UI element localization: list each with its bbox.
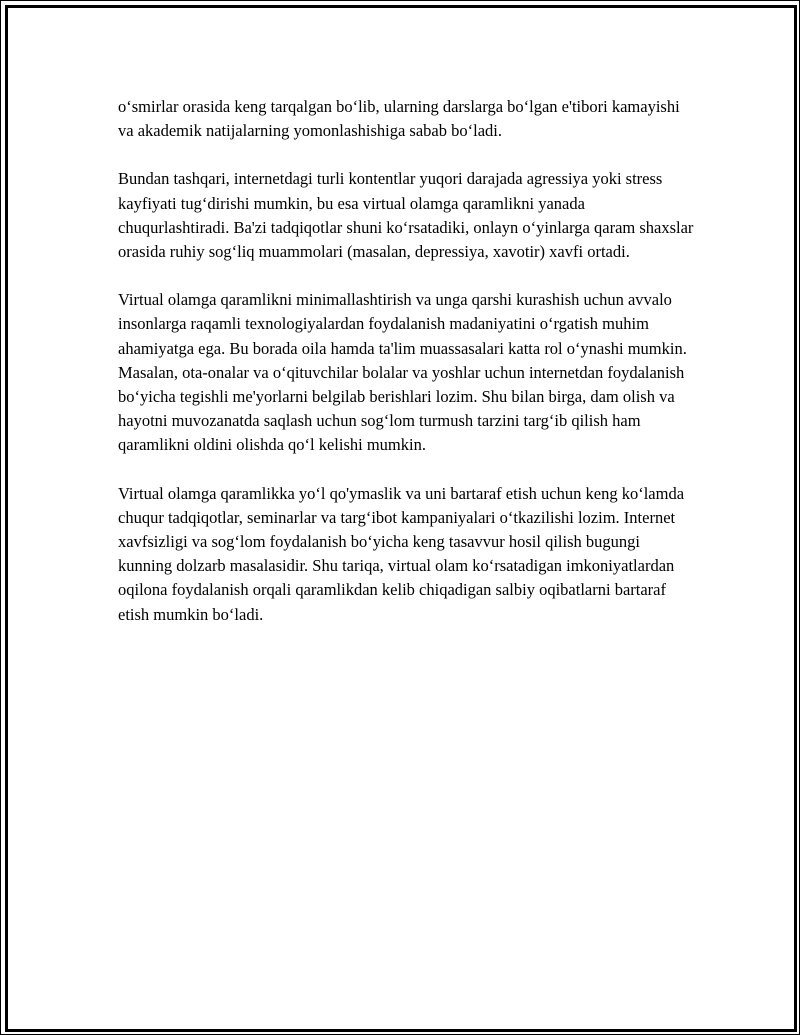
paragraph-3: Virtual olamga qaramlikni minimallashtirish va unga qarshi kurashish uchun avvalo insonlarga raqamli texnologiyalardan foydalanish madaniyatini o‘rgatish muhim ahamiyatga ega. Bu borada oila hamda ta'lim muassasalari katta rol o‘ynashi mumkin. Masalan, ota-onalar va o‘qituvchilar bolalar va yoshlar uchun internetdan foydalanish bo‘yicha tegishli me'yorlarni belgilab berishlari lozim. Shu bilan birga, dam olish va hayotni muvozanatda saqlash uchun sog‘lom turmush tarzini targ‘ib qilish ham qaramlikni oldini olishda qo‘l kelishi mumkin.	[118, 290, 687, 455]
paragraph-2: Bundan tashqari, internetdagi turli kontentlar yuqori darajada agressiya yoki stress kayfiyati tug‘dirishi mumkin, bu esa virtual olamga qaramlikni yanada chuqurlashtiradi. Ba'zi tadqiqotlar shuni ko‘rsatadiki, onlayn o‘yinlarga qaram shaxslar orasida ruhiy sog‘liq muammolari (masalan, depressiya, xavotir) xavfi ortadi.	[118, 169, 694, 262]
paragraph-4: Virtual olamga qaramlikka yo‘l qo'ymaslik va uni bartaraf etish uchun keng ko‘lamda chuqur tadqiqotlar, seminarlar va targ‘ibot kampaniyalari o‘tkazilishi lozim. Internet xavfsizligi va sog‘lom foydalanish bo‘yicha keng tasavvur hosil qilish bugungi kunning dolzarb masalasidir. Shu tariqa, virtual olam ko‘rsatadigan imkoniyatlardan oqilona foydalanish orqali qaramlikdan kelib chiqadigan salbiy oqibatlarni bartaraf etish mumkin bo‘ladi.	[118, 483, 685, 624]
paragraph-1: o‘smirlar orasida keng tarqalgan bo‘lib, ularning darslarga bo‘lgan e'tibori kamayishi va akademik natijalarning yomonlashishiga sabab bo‘ladi.	[118, 97, 680, 141]
document-body	[118, 95, 698, 627]
